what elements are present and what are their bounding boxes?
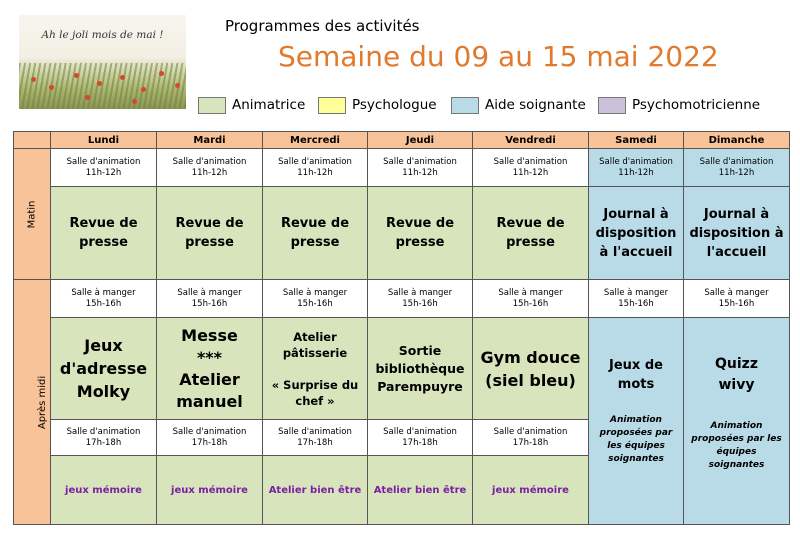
flower-decoration [49, 85, 54, 90]
activity-cell: Revue de presse [157, 187, 263, 280]
page-heading: Programmes des activités [225, 17, 420, 35]
flower-decoration [31, 77, 36, 82]
schedule-table [13, 131, 790, 525]
period-morning [14, 149, 51, 280]
location-cell: Salle d'animation 11h-12h [263, 149, 368, 187]
activity-title: Jeux de mots [609, 358, 663, 392]
activity-title: Quizz wivy [715, 356, 758, 393]
location-cell: Salle d'animation 17h-18h [263, 420, 368, 456]
flower-decoration [159, 71, 164, 76]
location-cell: Salle d'animation 11h-12h [684, 149, 790, 187]
day-header-mardi: Mardi [157, 132, 263, 149]
activity-cell: Revue de presse [263, 187, 368, 280]
activity-cell: Revue de presse [473, 187, 589, 280]
legend-swatch [198, 97, 226, 114]
location-cell: Salle à manger 15h-16h [157, 280, 263, 318]
location-cell: Salle à manger 15h-16h [368, 280, 473, 318]
activity-cell: Journal à disposition à l'accueil [684, 187, 790, 280]
activity-cell: Atelier pâtisserie « Surprise du chef » [263, 318, 368, 420]
flower-decoration [85, 95, 90, 100]
activity-cell: Revue de presse [51, 187, 157, 280]
location-cell: Salle à manger 15h-16h [684, 280, 790, 318]
activity-cell: Journal à disposition à l'accueil [589, 187, 684, 280]
location-cell: Salle d'animation 11h-12h [51, 149, 157, 187]
flower-decoration [120, 75, 125, 80]
flower-decoration [141, 87, 146, 92]
grass-decoration [19, 63, 186, 109]
location-cell: Salle d'animation 11h-12h [157, 149, 263, 187]
location-cell: Salle d'animation 17h-18h [51, 420, 157, 456]
legend-label: Aide soignante [485, 97, 586, 113]
activity-cell: Revue de presse [368, 187, 473, 280]
location-cell: Salle d'animation 17h-18h [157, 420, 263, 456]
legend-label: Psychomotricienne [632, 97, 761, 113]
location-cell: Salle à manger 15h-16h [263, 280, 368, 318]
banner-image [19, 15, 186, 109]
activity-cell: jeux mémoire [473, 456, 589, 525]
location-cell: Salle d'animation 11h-12h [368, 149, 473, 187]
day-header-jeudi: Jeudi [368, 132, 473, 149]
day-header-lundi: Lundi [51, 132, 157, 149]
legend-swatch [318, 97, 346, 114]
activity-cell: Atelier bien être [368, 456, 473, 525]
table-corner [14, 132, 51, 149]
flower-decoration [132, 99, 137, 104]
activity-cell: Jeux d'adresse Molky [51, 318, 157, 420]
flower-decoration [97, 81, 102, 86]
location-cell: Salle d'animation 17h-18h [473, 420, 589, 456]
activity-cell: jeux mémoire [51, 456, 157, 525]
location-cell: Salle à manger 15h-16h [589, 280, 684, 318]
activity-cell: Sortie bibliothèque Parempuyre [368, 318, 473, 420]
legend-label: Psychologue [352, 97, 437, 113]
period-afternoon [14, 280, 51, 525]
page-title: Semaine du 09 au 15 mai 2022 [278, 40, 719, 73]
location-cell: Salle d'animation 11h-12h [589, 149, 684, 187]
banner-text: Ah le joli mois de mai ! [41, 29, 164, 41]
period-label: Après midi [37, 375, 49, 429]
activity-cell: Atelier bien être [263, 456, 368, 525]
day-header-samedi: Samedi [589, 132, 684, 149]
location-cell: Salle d'animation 11h-12h [473, 149, 589, 187]
activity-cell: jeux mémoire [157, 456, 263, 525]
weekend-activity-dimanche [684, 318, 790, 525]
activity-cell: Gym douce (siel bleu) [473, 318, 589, 420]
day-header-mercredi: Mercredi [263, 132, 368, 149]
activity-note: Animation proposées par les équipes soignantes [691, 421, 782, 470]
day-header-vendredi: Vendredi [473, 132, 589, 149]
legend-label: Animatrice [232, 97, 306, 113]
location-cell: Salle d'animation 17h-18h [368, 420, 473, 456]
flower-decoration [175, 83, 180, 88]
flower-decoration [74, 73, 79, 78]
legend-swatch [598, 97, 626, 114]
activity-note: Animation proposées par les équipes soignantes [599, 415, 673, 464]
legend-swatch [451, 97, 479, 114]
location-cell: Salle à manger 15h-16h [51, 280, 157, 318]
location-cell: Salle à manger 15h-16h [473, 280, 589, 318]
day-header-dimanche: Dimanche [684, 132, 790, 149]
weekend-activity-samedi [589, 318, 684, 525]
period-label: Matin [26, 200, 38, 228]
activity-cell: Messe *** Atelier manuel [157, 318, 263, 420]
